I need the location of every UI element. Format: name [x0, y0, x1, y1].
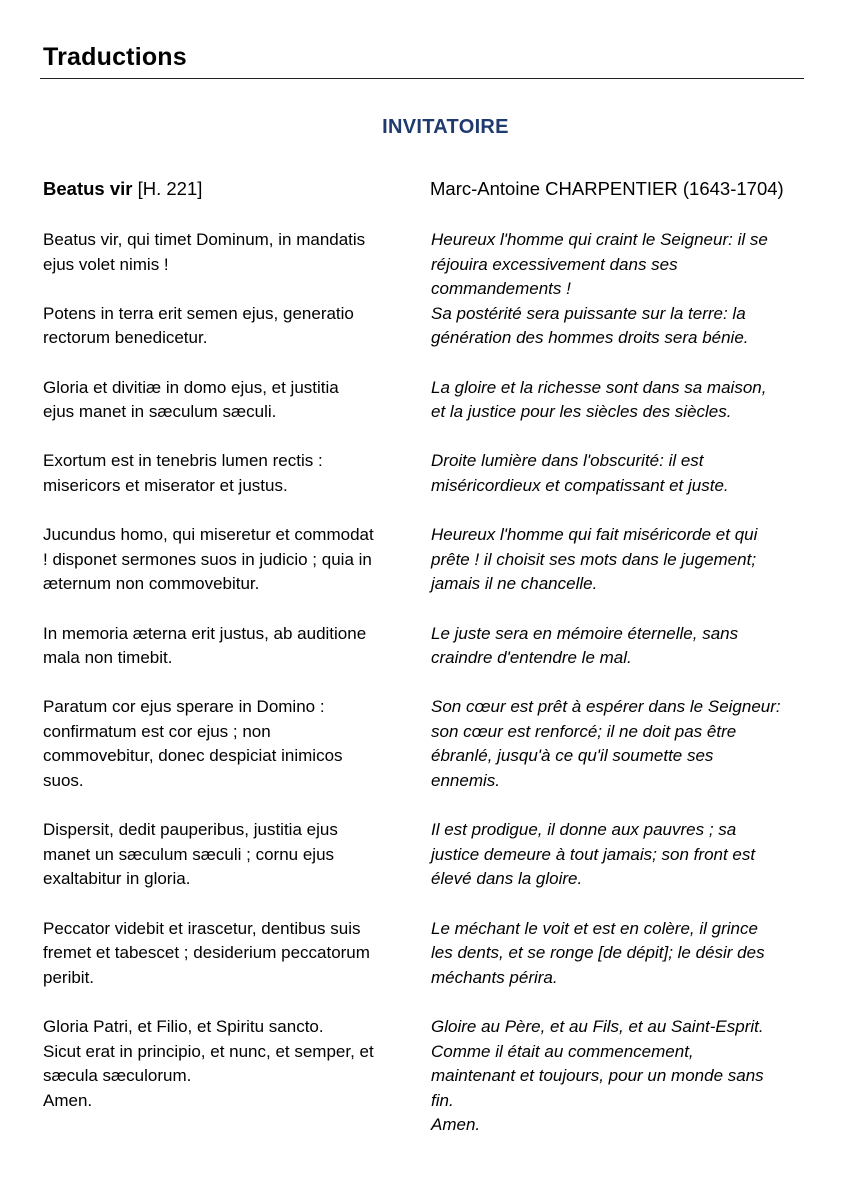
section-title: INVITATOIRE	[382, 116, 509, 138]
latin-verse: Dispersit, dedit pauperibus, justitia ejus manet un sæculum sæculi ; cornu ejus exaltabitur in gloria.	[43, 820, 338, 889]
french-verse: Son cœur est prêt à espérer dans le Seigneur: son cœur est renforcé; il ne doit pas être ébranlé, jusqu'à ce qu'il soumette ses ennemis.	[431, 697, 781, 791]
latin-verse: Jucundus homo, qui miseretur et commodat ! disponet sermones suos in judicio ; quia in æternum non commovebitur.	[43, 525, 374, 594]
latin-verse: Potens in terra erit semen ejus, generatio rectorum benedicetur.	[43, 303, 354, 348]
french-verse: Le méchant le voit et est en colère, il grince les dents, et se ronge [de dépit]; le désir des méchants périra.	[431, 918, 765, 987]
latin-verse: Paratum cor ejus sperare in Domino : confirmatum est cor ejus ; non commovebitur, donec despiciat inimicos suos.	[43, 697, 343, 791]
latin-verse: Peccator videbit et irascetur, dentibus suis fremet et tabescet ; desiderium peccatorum peribit.	[43, 918, 370, 987]
french-verse: La gloire et la richesse sont dans sa maison, et la justice pour les siècles des siècles.	[431, 377, 767, 422]
latin-text-column	[43, 228, 415, 1138]
french-verse: Gloire au Père, et au Fils, et au Saint-Esprit. Comme il était au commencement, maintenant et toujours, pour un monde sans fin. Amen.	[431, 1017, 764, 1135]
work-title	[43, 178, 202, 200]
latin-verse: Gloria et divitiæ in domo ejus, et justitia ejus manet in sæculum sæculi.	[43, 377, 339, 422]
french-verse: Il est prodigue, il donne aux pauvres ; sa justice demeure à tout jamais; son front est élevé dans la gloire.	[431, 820, 756, 889]
french-verse: Heureux l'homme qui fait miséricorde et qui prête ! il choisit ses mots dans le jugement; jamais il ne chancelle.	[431, 525, 758, 594]
work-catalog-number: [H. 221]	[132, 178, 203, 199]
latin-verse: Exortum est in tenebris lumen rectis : misericors et miserator et justus.	[43, 451, 323, 495]
french-verse: Heureux l'homme qui craint le Seigneur: il se réjouira excessivement dans ses commandements !	[431, 230, 768, 299]
french-verse: Sa postérité sera puissante sur la terre: la génération des hommes droits sera bénie.	[431, 303, 749, 348]
work-title-name: Beatus vir	[43, 178, 133, 199]
french-verse: Droite lumière dans l'obscurité: il est miséricordieux et compatissant et juste.	[431, 451, 729, 495]
latin-verse: In memoria æterna erit justus, ab auditione mala non timebit.	[43, 623, 367, 668]
latin-verse: Beatus vir, qui timet Dominum, in mandatis ejus volet nimis !	[43, 230, 366, 274]
page-title: Traductions	[43, 43, 187, 71]
latin-verse: Gloria Patri, et Filio, et Spiritu sancto. Sicut erat in principio, et nunc, et semper, et sæcula sæculorum. Amen.	[43, 1017, 374, 1110]
french-verse: Le juste sera en mémoire éternelle, sans craindre d'entendre le mal.	[431, 623, 739, 668]
title-divider	[40, 78, 804, 79]
french-translation-column	[431, 228, 803, 1138]
composer: Marc-Antoine CHARPENTIER (1643-1704)	[430, 178, 784, 199]
